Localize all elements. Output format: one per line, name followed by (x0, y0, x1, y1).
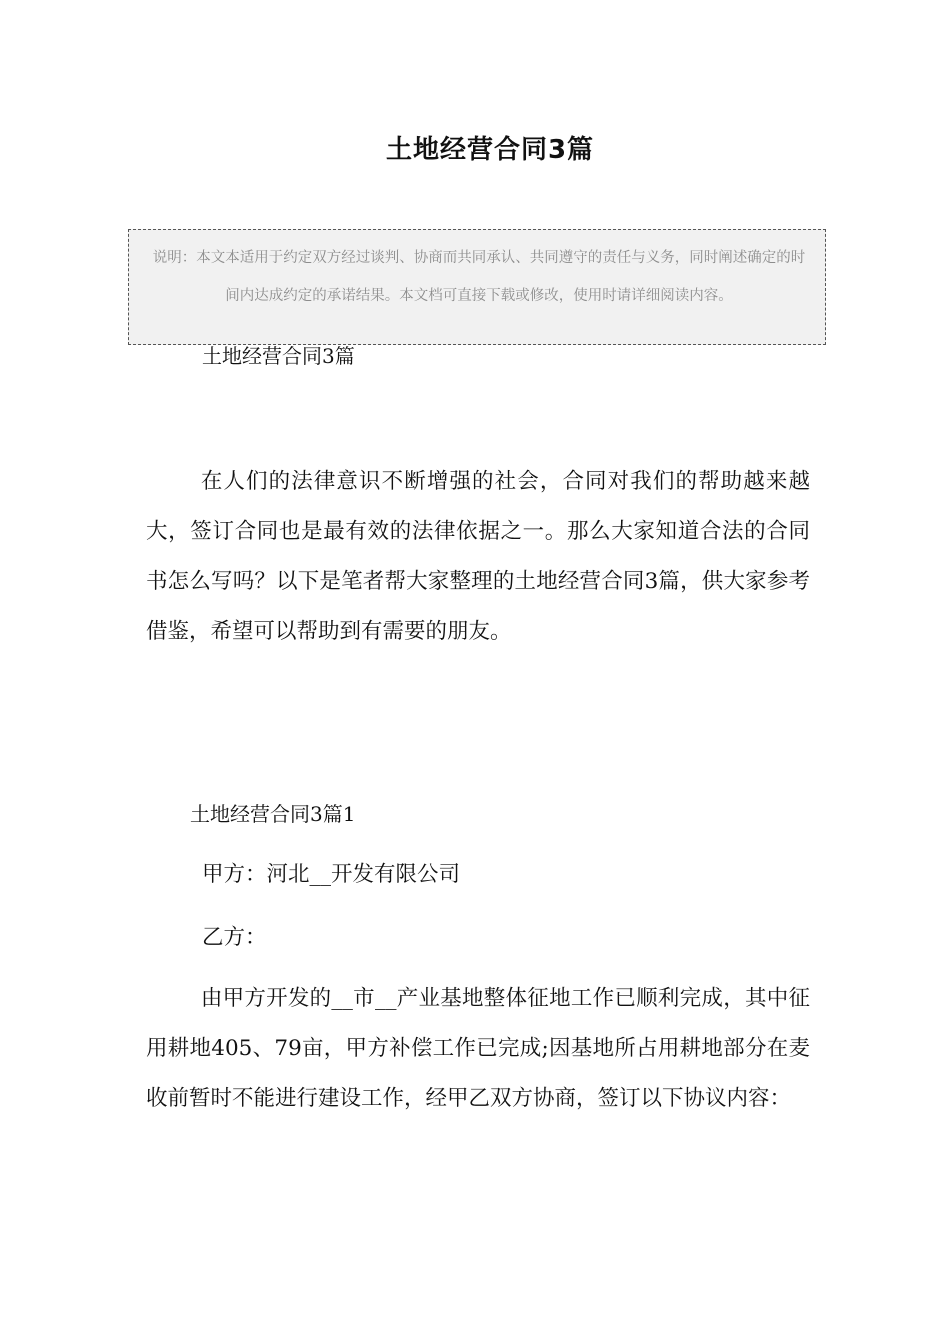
party-b-line: 乙方： (202, 925, 267, 950)
document-subtitle: 土地经营合同3篇 (202, 344, 355, 368)
notice-text: 说明：本文本适用于约定双方经过谈判、协商而共同承认、共同遵守的责任与义务，同时阐述确定的时间内达成约定的承诺结果。本文档可直接下载或修改，使用时请详细阅读内容。 (152, 250, 806, 304)
notice-box (128, 229, 826, 345)
body-paragraph: 由甲方开发的__市__产业基地整体征地工作已顺利完成，其中征用耕地405、79亩，甲方补偿工作已完成;因基地所占用耕地部分在麦收前暂时不能进行建设工作，经甲乙双方协商，签订以下协议内容： (146, 986, 810, 1111)
section-heading: 土地经营合同3篇1 (190, 802, 356, 826)
intro-paragraph: 在人们的法律意识不断增强的社会，合同对我们的帮助越来越大，签订合同也是最有效的法律依据之一。那么大家知道合法的合同书怎么写吗？以下是笔者帮大家整理的土地经营合同3篇，供大家参考借鉴，希望可以帮助到有需要的朋友。 (146, 469, 810, 644)
party-a-line: 甲方：河北__开发有限公司 (202, 862, 461, 887)
document-title: 土地经营合同3篇 (385, 135, 595, 165)
